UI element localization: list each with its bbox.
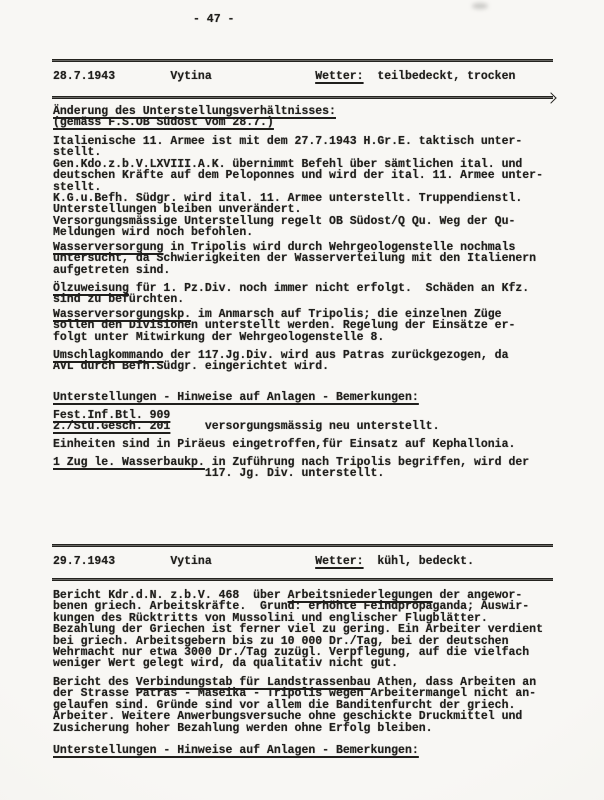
separator-rule-with-arrow [52,96,553,99]
page-number: - 47 - [193,13,235,26]
separator-rule-top [52,59,553,62]
paragraph-unterstellungen-italienische-armee: Italienische 11. Armee ist mit dem 27.7.1943 H.Gr.E. taktisch unter- stellt. Gen.Kdo.z.b.V.LXVIII.A.K. übernimmt Befehl über sämtlichen ital. und deutschen Kräfte auf dem Peloponnes und wird der ital. 11. Armee unter- stellt. K.G.u.Befh. Südgr. wird ital. 11. Armee unterstellt. Truppendienstl. Unterstellungen bleiben unverändert. Versorgungsmässige Unterstellung regelt OB Südost/Q Qu. Weg der Qu- Meldungen wird noch befohlen. [53,135,543,240]
paragraph-oelzuweisung: Ölzuweisung für 1. Pz.Div. noch immer nicht erfolgt. Schäden an Kfz. sind zu befürchten. [53,282,530,307]
separator-rule-entry2-top [52,544,553,547]
section-heading-unterstellungen-hinweise-2: Unterstellungen - Hinweise auf Anlagen - Bemerkungen: [53,744,419,757]
section-heading-unterstellungen-hinweise: Unterstellungen - Hinweise auf Anlagen - Bemerkungen: [53,391,419,404]
entry-header-28-7-1943: 28.7.1943 Vytina Wetter: teilbedeckt, trocken [53,70,516,83]
paragraph-einheiten-piraeus: Einheiten sind in Piräeus eingetroffen,für Einsatz auf Kephallonia. [53,438,516,451]
scan-artifact [472,3,488,9]
paragraph-zug-wasserbaukompanie: 1 Zug le. Wasserbaukp. in Zuführung nach Tripolis begriffen, wird der 117. Jg. Div. unterstellt. [53,456,530,481]
paragraph-neu-unterstellte-einheiten: Fest.Inf.Btl. 909 2./Stu.Gesch. 201 versorgungsmässig neu unterstellt. [53,409,440,434]
paragraph-bericht-landstrassenbau: Bericht des Verbindungstab für Landstrassenbau Athen, dass Arbeiten an der Strasse Patras - Maseika - Tripolis wegen Arbeitermangel nicht an- gelaufen sind. Gründe sind vor allem die Banditenfurcht der griech. Arbeiter. Weitere Anwerbungsversuche ohne geschickte Druckmittel und Zusicherung hoher Bezahlung werden ohne Erfolg bleiben. [53,676,537,735]
section-heading-unterstellungsverhaeltnis: Änderung des Unterstellungsverhältnisses: (gemäss F.S.OB Südost vom 28.7.) [53,105,336,130]
paragraph-umschlagkommando: Umschlagkommando der 117.Jg.Div. wird aus Patras zurückgezogen, da AVL durch Befh.Südgr. eingerichtet wird. [53,349,509,374]
arrow-right-icon [545,92,556,103]
entry-header-29-7-1943: 29.7.1943 Vytina Wetter: kühl, bedeckt. [53,555,474,568]
paragraph-wasserversorgung-tripolis: Wasserversorgung in Tripolis wird durch Wehrgeologenstelle nochmals untersucht, da Schwierigkeiten der Wasserverteilung mit den Italienern aufgetreten sind. [53,241,537,277]
paragraph-bericht-arbeitsniederlegungen: Bericht Kdr.d.N. z.b.V. 468 über Arbeitsniederlegungen der angewor- benen griech. Arbeitskräfte. Grund: erhöhte Feindpropaganda; Auswir- kungen des Rücktritts von Mussolini und englischer Flugblätter. Bezahlung der Griechen ist ferner viel zu gering. Ein Arbeiter verdient bei griech. Arbeitsgebern bis zu 10 000 Dr./Tag, bei der deutschen Wehrmacht nur etwa 3000 Dr./Tag zuzügl. Verpflegung, auf die vielfach weniger Wert gelegt wird, da qualitativ nicht gut. [53,589,543,671]
paragraph-wasserversorgungskompanie: Wasserversorgungskp. im Anmarsch auf Tripolis; die einzelnen Züge sollen den Divisionen unterstellt werden. Regelung der Einsätze er- folgt unter Mitwirkung der Wehrgeologenstelle 8. [53,308,516,344]
separator-rule-entry2-bottom [52,578,553,581]
